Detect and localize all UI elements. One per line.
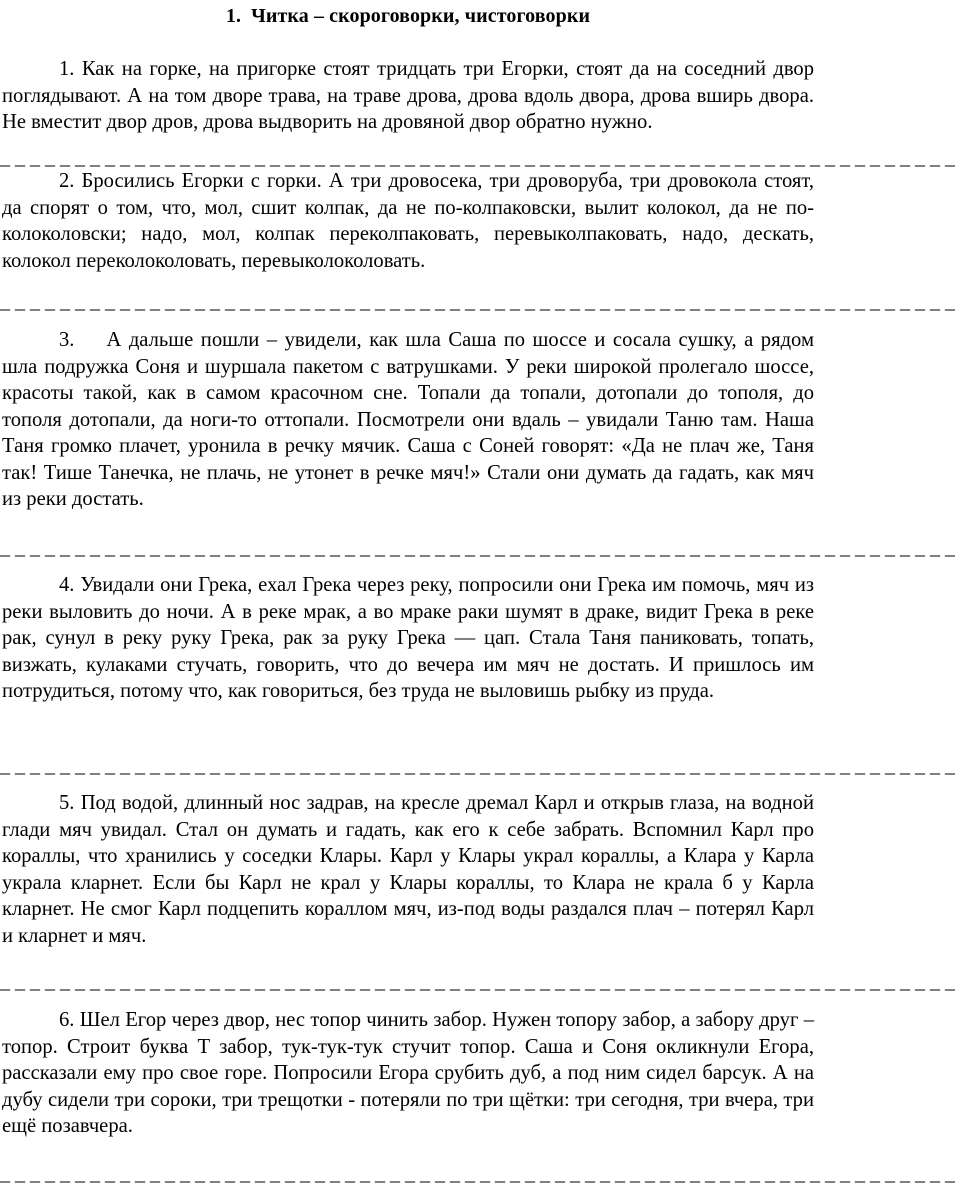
paragraph-text: А дальше пошли – увидели, как шла Саша по шоссе и сосала сушку, а рядом шла подружка Соня и шуршала пакетом с ватрушками. У реки широкой пролегало шоссе, красоты такой, как в самом красочном сне. Топали да топали, дотопали до тополя, до тополя дотопали, да ноги-то оттопали. Посмотрели они вдаль – увидали Таню там. Наша Таня громко плачет, уронила в речку мячик. Саша с Соней говорят: «Да не плач же, Таня так! Тише Танечка, не плачь, не утонет в речке мяч!» Стали они думать да гадать, как мяч из реки достать. (2, 329, 814, 510)
page-title (0, 4, 816, 28)
separator-line: _ _ _ _ _ _ _ _ _ _ _ _ _ _ _ _ _ _ _ _ _ _ _ _ _ _ _ _ _ _ _ _ _ _ _ _ _ _ _ _ _ _ _ _ _ _ _ _ _ _ _ _ _ _ _ _ _ _ _ _ _ _ _ _ (0, 1163, 955, 1185)
separator-line: _ _ _ _ _ _ _ _ _ _ _ _ _ _ _ _ _ _ _ _ _ _ _ _ _ _ _ _ _ _ _ _ _ _ _ _ _ _ _ _ _ _ _ _ _ _ _ _ _ _ _ _ _ _ _ _ _ _ _ _ _ _ _ _ (0, 755, 955, 777)
separator-line: _ _ _ _ _ _ _ _ _ _ _ _ _ _ _ _ _ _ _ _ _ _ _ _ _ _ _ _ _ _ _ _ _ _ _ _ _ _ _ _ _ _ _ _ _ _ _ _ _ _ _ _ _ _ _ _ _ _ _ _ _ _ _ _ (0, 147, 955, 169)
title-number: 1. (225, 5, 242, 27)
paragraph-text: Как на горке, на пригорке стоят тридцать три Егорки, стоят да на соседний двор поглядывают. А на том дворе трава, на траве дрова, дрова вдоль двора, дрова вширь двора. Не вместит двор дров, дрова выдворить на дровяной двор обратно нужно. (2, 58, 814, 133)
paragraph-6 (2, 1007, 814, 1140)
separator-line: _ _ _ _ _ _ _ _ _ _ _ _ _ _ _ _ _ _ _ _ _ _ _ _ _ _ _ _ _ _ _ _ _ _ _ _ _ _ _ _ _ _ _ _ _ _ _ _ _ _ _ _ _ _ _ _ _ _ _ _ _ _ _ _ (0, 291, 955, 313)
paragraph-2 (2, 168, 814, 274)
paragraph-text: Бросились Егорки с горки. А три дровосека, три дроворуба, три дровокола стоят, да спорят о том, что, мол, сшит колпак, да не по-колпаковски, вылит колокол, да не по-колоколовски; надо, мол, колпак переколпаковать, перевыколпаковать, надо, дескать, колокол переколоколовать, перевыколоколовать. (2, 170, 814, 272)
paragraph-number: 4. (59, 574, 75, 596)
paragraph-text: Под водой, длинный нос задрав, на кресле дремал Карл и открыв глаза, на водной глади мяч увидал. Стал он думать и гадать, как его к себе забрать. Вспомнил Карл про кораллы, что хранились у соседки Клары. Карл у Клары украл кораллы, а Клара у Карла украла кларнет. Если бы Карл не крал у Клары кораллы, то Клара не крала б у Карла кларнет. Не смог Карл подцепить кораллом мяч, из-под воды раздался плач – потерял Карл и кларнет и мяч. (2, 792, 814, 947)
paragraph-4 (2, 572, 814, 705)
paragraph-text: Увидали они Грека, ехал Грека через реку, попросили они Грека им помочь, мяч из реки выловить до ночи. А в реке мрак, а во мраке раки шумят в драке, видит Грека в реке рак, сунул в реку руку Грека, рак за руку Грека — цап. Стала Таня паниковать, топать, визжать, кулаками стучать, говорить, что до вечера им мяч не достать. И пришлось им потрудиться, потому что, как говориться, без труда не выловишь рыбку из пруда. (2, 574, 814, 702)
paragraph-number: 1. (59, 58, 75, 80)
paragraph-number: 5. (59, 792, 75, 814)
paragraph-text: Шел Егор через двор, нес топор чинить забор. Нужен топору забор, а забору друг – топор. Строит буква Т забор, тук-тук-тук стучит топор. Саша и Соня окликнули Егора, рассказали ему про свое горе. Попросили Егора срубить дуб, а под ним сидел барсук. А на дубу сидели три сороки, три трещотки - потеряли по три щётки: три сегодня, три вчера, три ещё позавчера. (2, 1009, 814, 1137)
paragraph-number: 6. (59, 1009, 75, 1031)
paragraph-3 (2, 327, 814, 513)
paragraph-1 (2, 56, 814, 136)
title-text: Читка – скороговорки, чистоговорки (251, 5, 591, 27)
paragraph-number: 3. (59, 329, 75, 351)
separator-line: _ _ _ _ _ _ _ _ _ _ _ _ _ _ _ _ _ _ _ _ _ _ _ _ _ _ _ _ _ _ _ _ _ _ _ _ _ _ _ _ _ _ _ _ _ _ _ _ _ _ _ _ _ _ _ _ _ _ _ _ _ _ _ _ (0, 971, 955, 993)
paragraph-number: 2. (59, 170, 75, 192)
paragraph-5 (2, 790, 814, 949)
separator-line: _ _ _ _ _ _ _ _ _ _ _ _ _ _ _ _ _ _ _ _ _ _ _ _ _ _ _ _ _ _ _ _ _ _ _ _ _ _ _ _ _ _ _ _ _ _ _ _ _ _ _ _ _ _ _ _ _ _ _ _ _ _ _ _ (0, 537, 955, 559)
